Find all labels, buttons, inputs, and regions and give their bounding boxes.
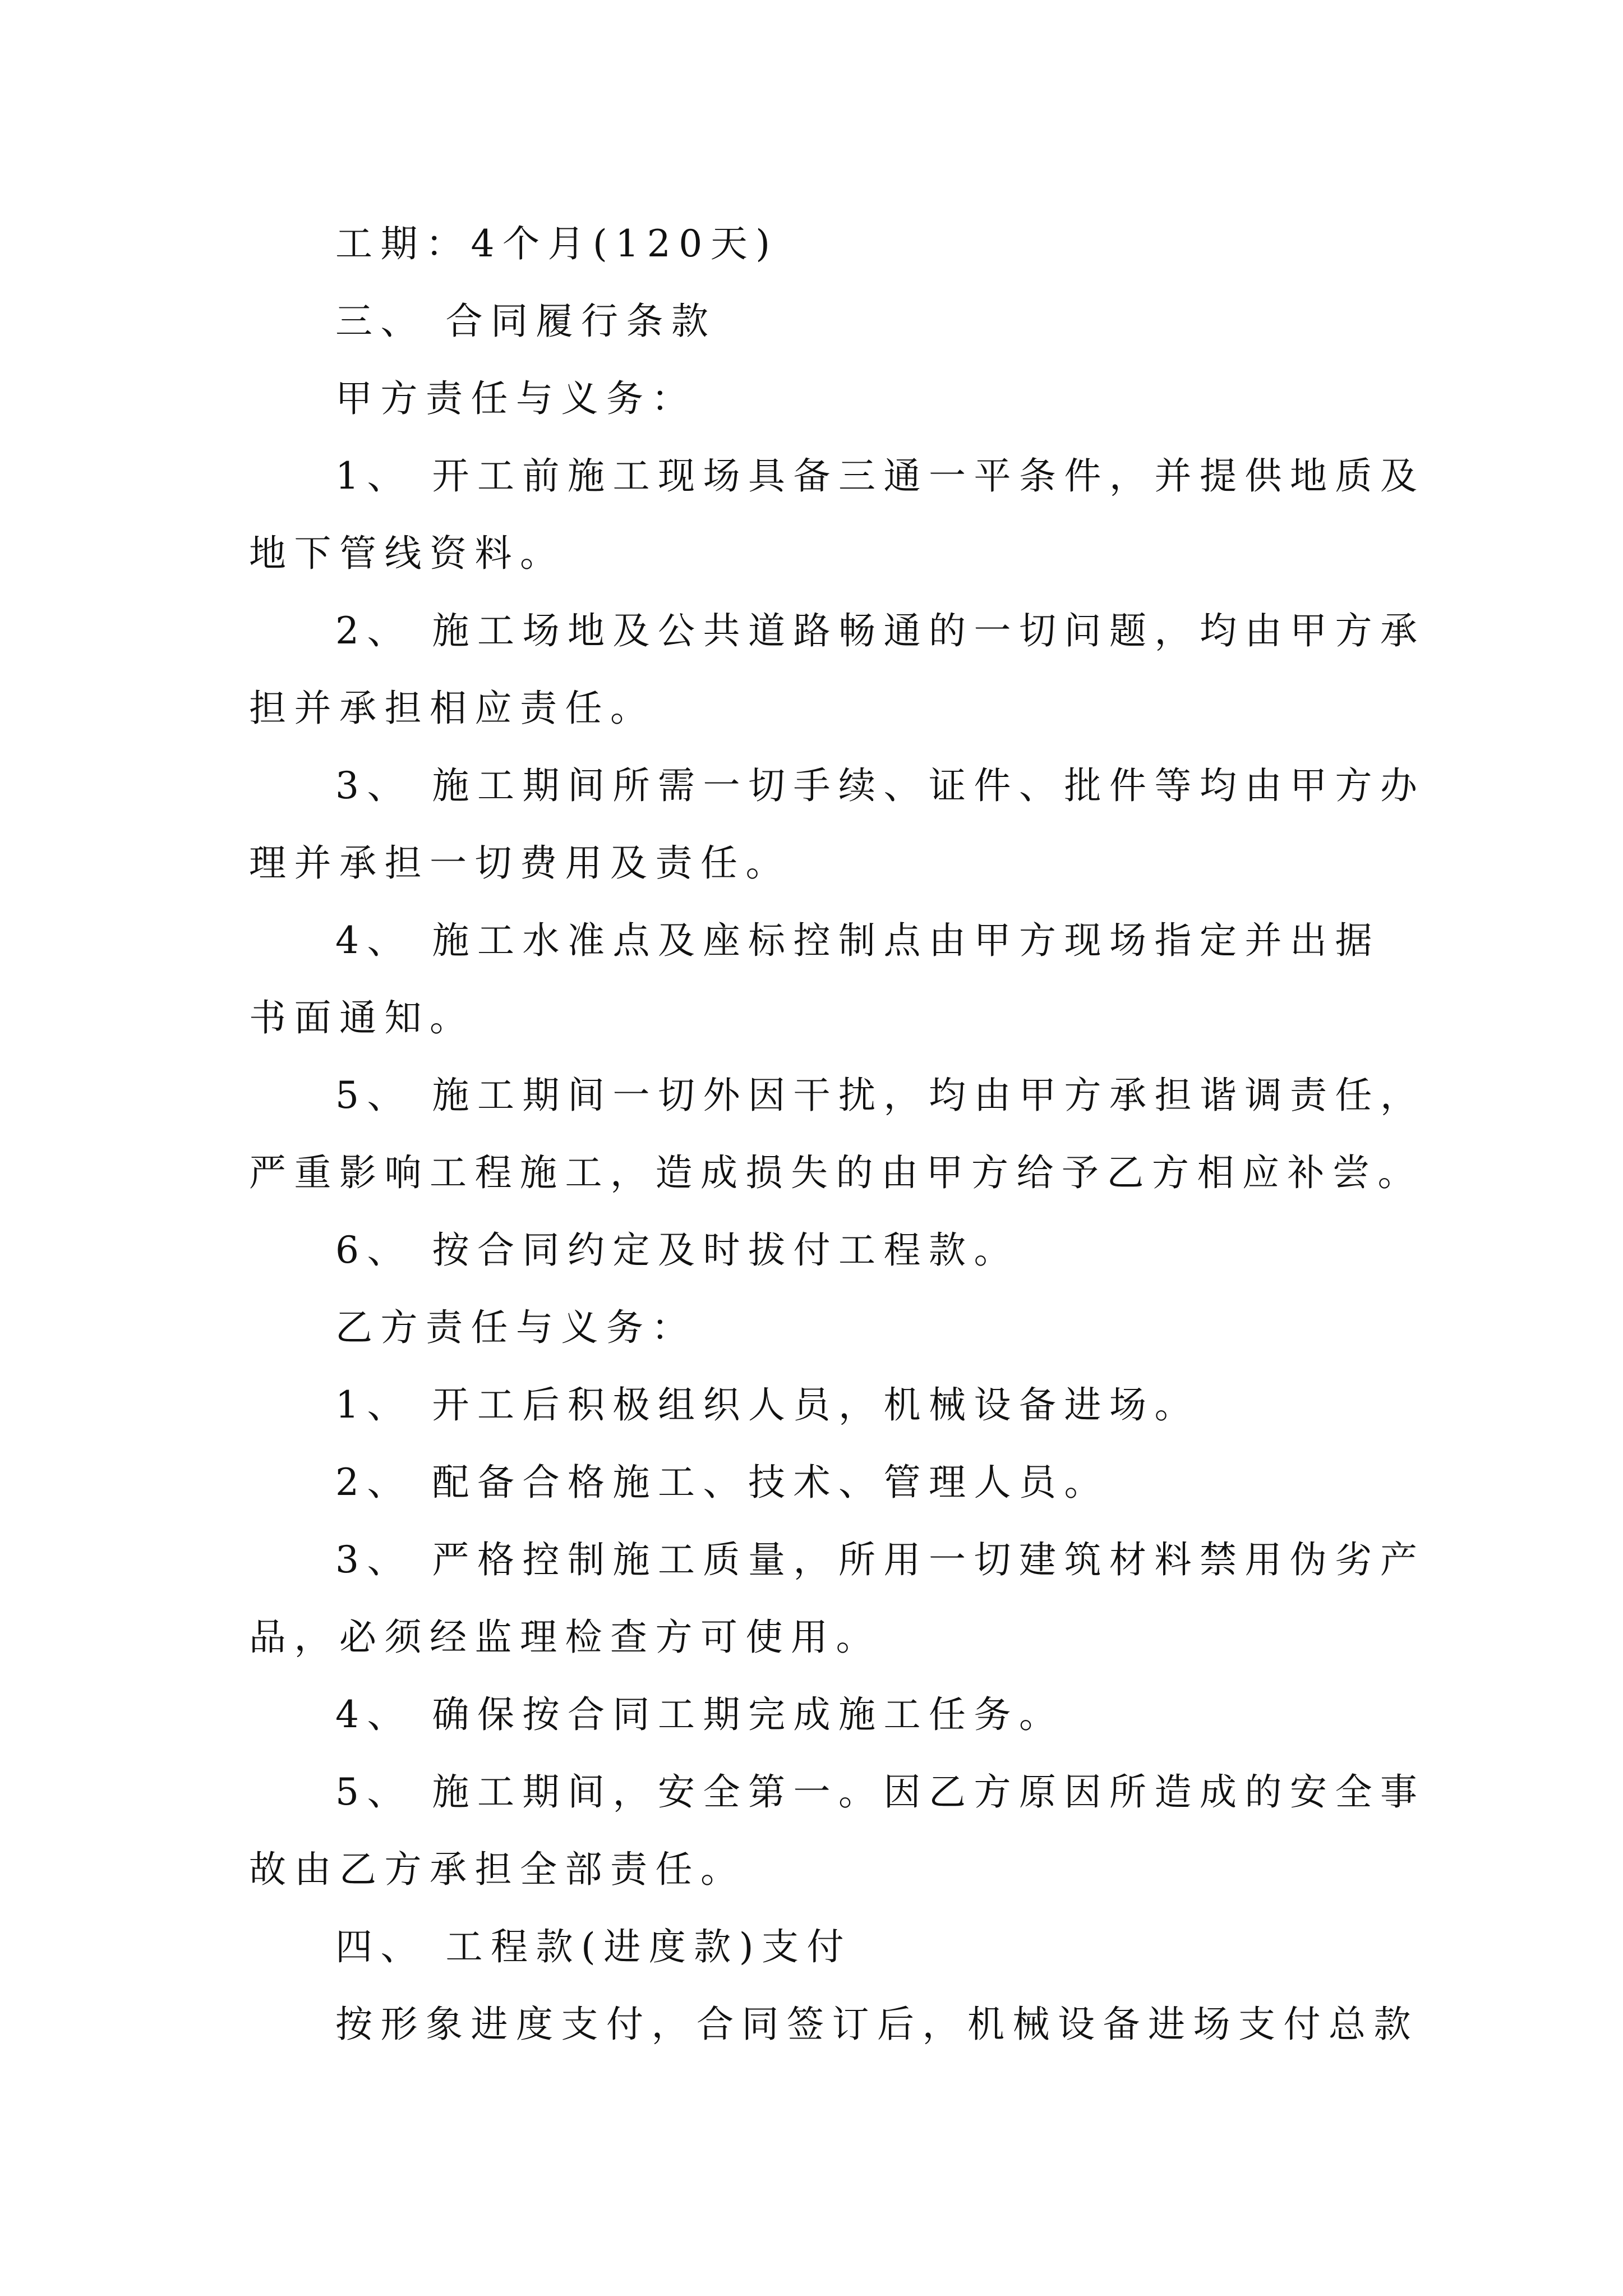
party-b-item-3-cont: 品，必须经监理检查方可使用。 [249, 1616, 881, 1659]
party-a-item-3: 3、 施工期间所需一切手续、证件、批件等均由甲方办 [335, 764, 1426, 807]
party-b-item-2: 2、 配备合格施工、技术、管理人员。 [335, 1461, 1109, 1504]
party-a-item-4-cont: 书面通知。 [249, 996, 475, 1039]
party-a-item-1-cont: 地下管线资料。 [249, 532, 565, 575]
party-b-item-1: 1、 开工后积极组织人员，机械设备进场。 [335, 1383, 1200, 1427]
party-b-item-5-cont: 故由乙方承担全部责任。 [249, 1848, 746, 1891]
party-a-item-5: 5、 施工期间一切外因干扰，均由甲方承担谐调责任， [335, 1074, 1426, 1117]
party-a-item-4: 4、 施工水准点及座标控制点由甲方现场指定并出据 [335, 919, 1380, 962]
payment-paragraph: 按形象进度支付，合同签订后，机械设备进场支付总款 [335, 2003, 1419, 2046]
party-b-item-4: 4、 确保按合同工期完成施工任务。 [335, 1693, 1064, 1736]
party-a-item-5-cont: 严重影响工程施工，造成损失的由甲方给予乙方相应补尝。 [249, 1151, 1423, 1194]
construction-period-line: 工期：4个月(120天) [335, 222, 778, 265]
party-a-item-2-cont: 担并承担相应责任。 [249, 687, 656, 730]
party-a-item-6: 6、 按合同约定及时拔付工程款。 [335, 1228, 1019, 1272]
section-4-heading: 四、 工程款(进度款)支付 [335, 1925, 852, 1968]
section-3-heading: 三、 合同履行条款 [335, 300, 717, 343]
party-b-item-5: 5、 施工期间，安全第一。因乙方原因所造成的安全事 [335, 1770, 1426, 1814]
party-b-item-3: 3、 严格控制施工质量，所用一切建筑材料禁用伪劣产 [335, 1538, 1426, 1581]
party-a-item-2: 2、 施工场地及公共道路畅通的一切问题，均由甲方承 [335, 609, 1426, 652]
party-a-item-1: 1、 开工前施工现场具备三通一平条件，并提供地质及 [335, 454, 1426, 498]
party-a-heading: 甲方责任与义务： [335, 377, 697, 420]
party-a-item-3-cont: 理并承担一切费用及责任。 [249, 841, 791, 885]
party-b-heading: 乙方责任与义务： [335, 1306, 697, 1349]
